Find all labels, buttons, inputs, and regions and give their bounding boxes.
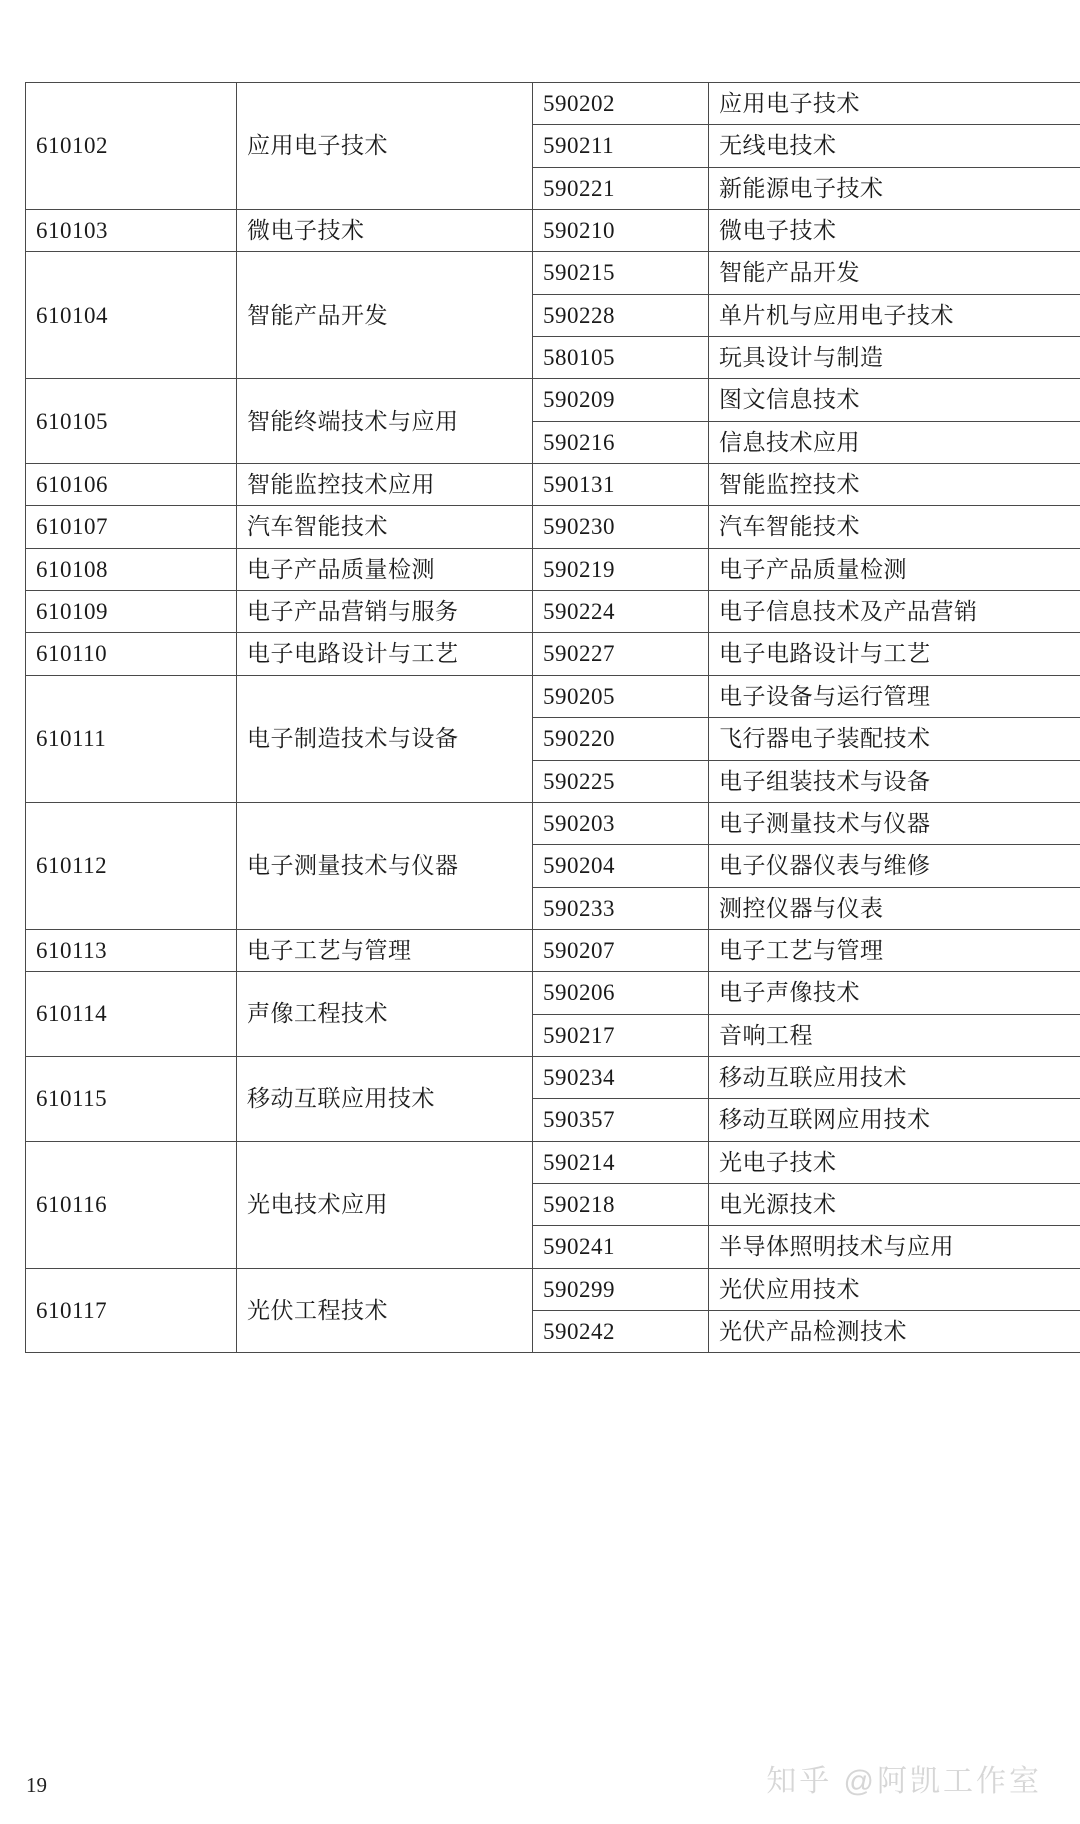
major-name-cell: 电子产品营销与服务 <box>237 591 533 633</box>
mapped-name-cell: 新能源电子技术 <box>709 167 1080 209</box>
major-code-cell: 610111 <box>26 675 237 802</box>
mapped-code-cell: 590210 <box>533 210 709 252</box>
mapped-name-cell: 无线电技术 <box>709 125 1080 167</box>
mapped-name-cell: 电子工艺与管理 <box>709 929 1080 971</box>
mapped-code-cell: 590234 <box>533 1056 709 1098</box>
major-code-cell: 610109 <box>26 591 237 633</box>
mapped-code-cell: 590221 <box>533 167 709 209</box>
mapped-code-cell: 590209 <box>533 379 709 421</box>
mapped-name-cell: 光伏产品检测技术 <box>709 1310 1080 1352</box>
mapped-name-cell: 光伏应用技术 <box>709 1268 1080 1310</box>
major-code-cell: 610112 <box>26 802 237 929</box>
mapped-name-cell: 半导体照明技术与应用 <box>709 1226 1080 1268</box>
major-code-cell: 610116 <box>26 1141 237 1268</box>
table-row <box>26 506 1080 548</box>
majors-mapping-table <box>25 82 1080 1353</box>
mapped-code-cell: 590233 <box>533 887 709 929</box>
mapped-code-cell: 590228 <box>533 294 709 336</box>
mapped-name-cell: 电子声像技术 <box>709 972 1080 1014</box>
major-name-cell: 移动互联应用技术 <box>237 1056 533 1141</box>
major-name-cell: 光伏工程技术 <box>237 1268 533 1353</box>
mapped-code-cell: 590224 <box>533 591 709 633</box>
mapped-name-cell: 电子产品质量检测 <box>709 548 1080 590</box>
table-row <box>26 675 1080 717</box>
table-row <box>26 633 1080 675</box>
table-row <box>26 464 1080 506</box>
mapped-name-cell: 玩具设计与制造 <box>709 337 1080 379</box>
major-name-cell: 声像工程技术 <box>237 972 533 1057</box>
major-code-cell: 610114 <box>26 972 237 1057</box>
major-code-cell: 610107 <box>26 506 237 548</box>
major-code-cell: 610105 <box>26 379 237 464</box>
major-name-cell: 汽车智能技术 <box>237 506 533 548</box>
major-code-cell: 610110 <box>26 633 237 675</box>
majors-mapping-table-wrapper <box>25 82 1055 1353</box>
major-name-cell: 电子测量技术与仪器 <box>237 802 533 929</box>
mapped-name-cell: 移动互联应用技术 <box>709 1056 1080 1098</box>
mapped-code-cell: 590214 <box>533 1141 709 1183</box>
mapped-code-cell: 590357 <box>533 1099 709 1141</box>
mapped-code-cell: 590203 <box>533 802 709 844</box>
mapped-name-cell: 电子组装技术与设备 <box>709 760 1080 802</box>
mapped-code-cell: 590219 <box>533 548 709 590</box>
major-name-cell: 微电子技术 <box>237 210 533 252</box>
mapped-code-cell: 590215 <box>533 252 709 294</box>
mapped-code-cell: 580105 <box>533 337 709 379</box>
mapped-name-cell: 电子测量技术与仪器 <box>709 802 1080 844</box>
mapped-code-cell: 590217 <box>533 1014 709 1056</box>
mapped-code-cell: 590225 <box>533 760 709 802</box>
major-name-cell: 电子工艺与管理 <box>237 929 533 971</box>
mapped-code-cell: 590211 <box>533 125 709 167</box>
table-row <box>26 379 1080 421</box>
mapped-code-cell: 590220 <box>533 718 709 760</box>
mapped-code-cell: 590216 <box>533 421 709 463</box>
mapped-code-cell: 590299 <box>533 1268 709 1310</box>
mapped-code-cell: 590131 <box>533 464 709 506</box>
major-code-cell: 610106 <box>26 464 237 506</box>
mapped-name-cell: 电光源技术 <box>709 1183 1080 1225</box>
mapped-name-cell: 光电子技术 <box>709 1141 1080 1183</box>
major-name-cell: 电子电路设计与工艺 <box>237 633 533 675</box>
mapped-name-cell: 电子仪器仪表与维修 <box>709 845 1080 887</box>
mapped-code-cell: 590207 <box>533 929 709 971</box>
major-code-cell: 610104 <box>26 252 237 379</box>
table-row <box>26 972 1080 1014</box>
mapped-name-cell: 测控仪器与仪表 <box>709 887 1080 929</box>
table-row <box>26 83 1080 125</box>
mapped-name-cell: 音响工程 <box>709 1014 1080 1056</box>
mapped-name-cell: 电子设备与运行管理 <box>709 675 1080 717</box>
major-code-cell: 610117 <box>26 1268 237 1353</box>
major-name-cell: 智能产品开发 <box>237 252 533 379</box>
table-row <box>26 929 1080 971</box>
watermark-text: 知乎 @阿凯工作室 <box>766 1765 1042 1798</box>
mapped-code-cell: 590202 <box>533 83 709 125</box>
mapped-code-cell: 590230 <box>533 506 709 548</box>
mapped-name-cell: 移动互联网应用技术 <box>709 1099 1080 1141</box>
mapped-name-cell: 智能监控技术 <box>709 464 1080 506</box>
table-row <box>26 1141 1080 1183</box>
table-row <box>26 802 1080 844</box>
mapped-code-cell: 590227 <box>533 633 709 675</box>
mapped-name-cell: 智能产品开发 <box>709 252 1080 294</box>
major-code-cell: 610108 <box>26 548 237 590</box>
mapped-code-cell: 590206 <box>533 972 709 1014</box>
mapped-code-cell: 590218 <box>533 1183 709 1225</box>
mapped-name-cell: 电子信息技术及产品营销 <box>709 591 1080 633</box>
mapped-name-cell: 信息技术应用 <box>709 421 1080 463</box>
mapped-code-cell: 590241 <box>533 1226 709 1268</box>
major-name-cell: 智能监控技术应用 <box>237 464 533 506</box>
major-name-cell: 光电技术应用 <box>237 1141 533 1268</box>
mapped-name-cell: 电子电路设计与工艺 <box>709 633 1080 675</box>
table-row <box>26 1268 1080 1310</box>
mapped-code-cell: 590204 <box>533 845 709 887</box>
table-row <box>26 1056 1080 1098</box>
major-code-cell: 610102 <box>26 83 237 210</box>
mapped-name-cell: 图文信息技术 <box>709 379 1080 421</box>
table-row <box>26 548 1080 590</box>
major-code-cell: 610113 <box>26 929 237 971</box>
page-number: 19 <box>26 1773 47 1797</box>
major-name-cell: 智能终端技术与应用 <box>237 379 533 464</box>
major-name-cell: 应用电子技术 <box>237 83 533 210</box>
mapped-code-cell: 590242 <box>533 1310 709 1352</box>
major-name-cell: 电子制造技术与设备 <box>237 675 533 802</box>
table-row <box>26 591 1080 633</box>
table-row <box>26 210 1080 252</box>
mapped-name-cell: 单片机与应用电子技术 <box>709 294 1080 336</box>
mapped-name-cell: 应用电子技术 <box>709 83 1080 125</box>
mapped-name-cell: 汽车智能技术 <box>709 506 1080 548</box>
mapped-code-cell: 590205 <box>533 675 709 717</box>
major-code-cell: 610115 <box>26 1056 237 1141</box>
major-name-cell: 电子产品质量检测 <box>237 548 533 590</box>
mapped-name-cell: 微电子技术 <box>709 210 1080 252</box>
mapped-name-cell: 飞行器电子装配技术 <box>709 718 1080 760</box>
table-row <box>26 252 1080 294</box>
major-code-cell: 610103 <box>26 210 237 252</box>
